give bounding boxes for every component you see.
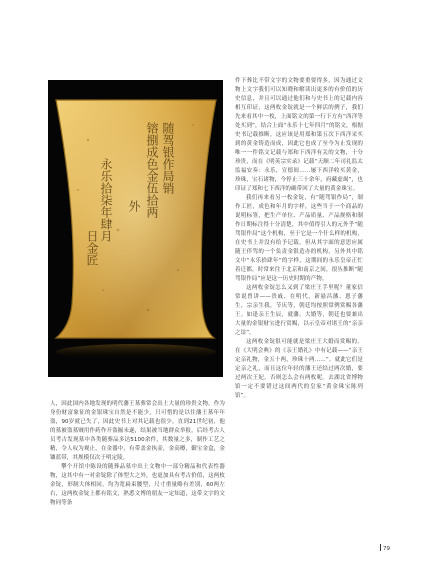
paragraph: 人，因此国内各地发现的明代藩王墓葬常会出土大量的珍贵文物，作为身份财富象征的金银珠宝自然是不能少，只可惜的是以往藩王墓年年盗，90岁就已失了，因此史书上对其记载也很少，直到21世纪初，他的墓被盗墓贼用作药作开盗掘未遂，结果被当地群众举报，后经考古人员考古发现墓中各类随葬品多达5100余件，其数量之多，制作工艺之精，令人叹为观止，在金器中，有带盖金执壶，金高樽，御宝金盒，金镶蓝带，其规模仅次于明定陵。: [50, 401, 225, 461]
page-number: [380, 544, 390, 552]
page-number-value: 79: [383, 546, 390, 552]
gold-ingot-illustration: [48, 80, 223, 377]
ingot-inscription-right: 随驾银作局销: [161, 122, 175, 194]
paragraph: 件下葬比不带文字的文物要重要得多，因为通过文物上文字我们可以知晓和解读出更多的有价值的历史信息，并且可以通过他们和与史书上的记载内容相互印证，这两枚金锭就是一个鲜活的例子，我们先来看其中一枚，上面铭文的第一行下方有“西洋等处买到”，结合上面“永乐十七年四月”的铭文，根据史书记载推断，这应该是用郑和第五次下西洋采买到的黄金铸造而成，因此它也成了至今为止发现的唯一一件铭文记载与郑和下西洋有关的文物，十分珍贵，而在《明英宗实录》记载“天顺二年司礼监太监福安奏：永乐，宣德间……屡下西洋收买黄金，珍珠，宝石诸物，今停止三十余年，府藏虚竭”，也印证了郑和七下西洋的确带回了大量的黄金珠宝。: [235, 78, 363, 192]
gold-ingot-photo: [48, 80, 223, 377]
ingot-inscription-left: 永乐拾柒年肆月: [99, 158, 113, 242]
paragraph: 这两枚金锭很可能就是梁庄王大婚而赏赐的。在《大明会典》的《亲王婚礼》中有记载——“亲王定亲礼物，金五十两，珍珠十两……”。就此它们是定亲之礼，而且这位年轻的藩王还结过两次婚，要过两次王妃，否则怎么会有两枚呢。去湖北省博物馆一定不要错过这间两代的皇家“黄金珠宝陈列馆”。: [235, 339, 363, 399]
ingot-inscription-left2: 日金匠: [85, 230, 99, 266]
ingot-inscription-center: 外: [127, 200, 141, 212]
ingot-inscription-right2: 镕捌成色金伍拾两: [145, 122, 159, 218]
paragraph: 攀个开馆中陈设的随葬品墓中出土文物中一部分精品和代表性器物，这其中有一对金锭除了体型大之外，也更加具有考古价值，这两枚金锭，形制大体相同，均为宽扁束腰型，尺寸重量略有差别，60两左右，这两枚金锭上都有铭文，熟悉文博的朋友一定知道，这带文字的文物同等条: [50, 464, 225, 506]
bottom-left-text: [50, 400, 225, 508]
paragraph: 我们再来看另一枚金锭，有“随驾银作局”，制作工匠，成色和年月的字样，这些当于一个商品的说明标签，把生产单位、产品质量、产品规格和制作日期标注得十分清楚，其中值得引人的元外乎“随驾银作局”这个机构，至于它是一个什么样的机构，在史书上并没有给予记载，但从其字面的意思应属随王伴驾的一个负责金银造办的机构，另外其中铭文中“永乐拾肆年”的字样，这期间的永乐皇帝正忙着迁都，时常来往于北京和南京之间，很丛推断“随驾银作局”应是这一历史时期的产物。: [235, 195, 363, 282]
page-number-divider: [380, 544, 381, 551]
paragraph: 这两枚金锭怎么又到了梁庄王手里呢？董家信常说曾讲——贵戚、在明代，新悬昌藩、恩子藩生，宗亲生我，节庆等，朝廷均按照常例赏赐各藩王。如逢亲王生辰，就藩，大婚等，朝廷也要兼出大量的金银财宝进行赏赐，以示皇帝对诸王的“亲亲之谊”。: [235, 285, 363, 336]
right-column-text: [235, 77, 363, 401]
